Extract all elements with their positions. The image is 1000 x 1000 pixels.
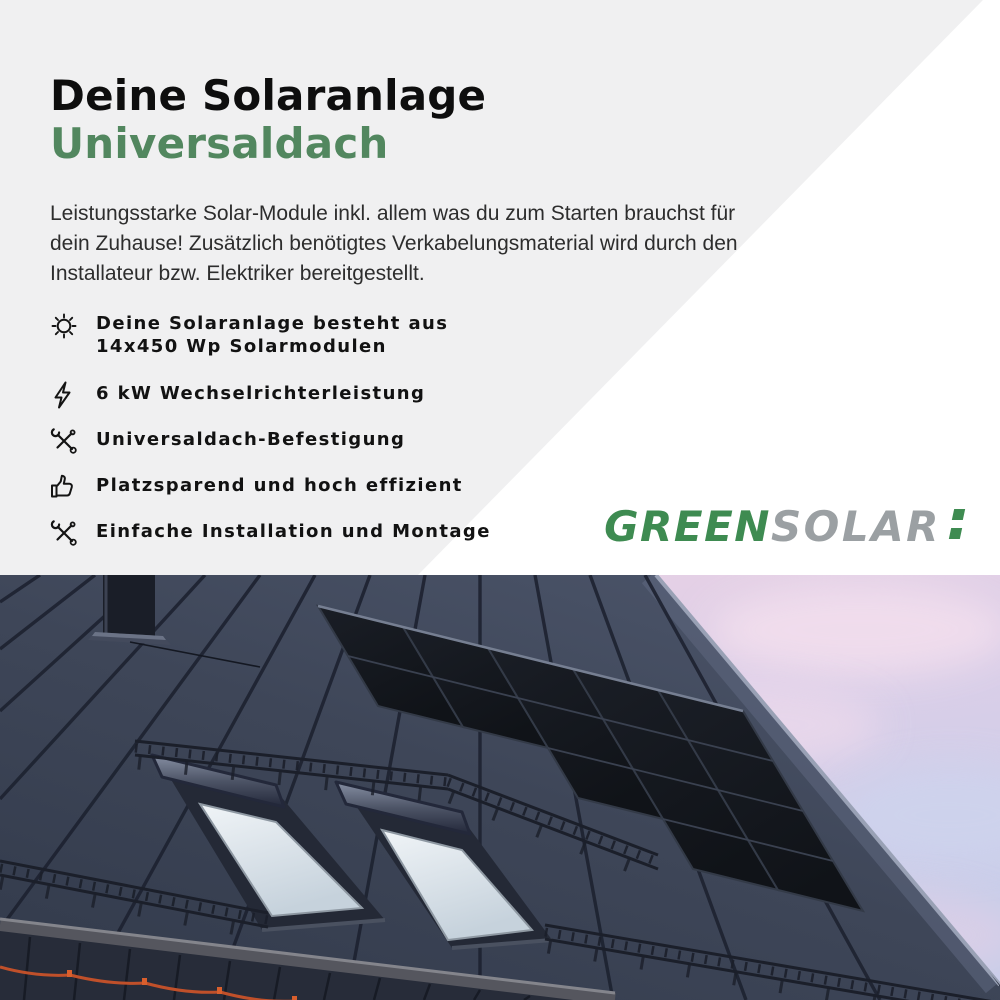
feature-item-inverter: [48, 382, 425, 411]
title-line-black: Deine Solaranlage: [50, 71, 487, 120]
feature-item-modules: [48, 312, 526, 358]
page-title: [50, 72, 486, 168]
roof-photo: [0, 575, 1000, 1000]
tools-icon: [48, 425, 80, 457]
feature-text: Einfache Installation und Montage: [96, 521, 491, 542]
greensolar-logo: [604, 502, 964, 551]
logo-gray-text: SOLAR: [770, 502, 941, 551]
feature-text: Platzsparend und hoch effizient: [96, 475, 463, 496]
logo-green-text: GREEN: [604, 502, 771, 551]
feature-text: Universaldach-Befestigung: [96, 429, 406, 450]
cloud: [710, 585, 1000, 675]
tools-icon: [48, 517, 80, 549]
feature-text: 6 kW Wechselrichterleistung: [96, 383, 426, 404]
feature-item-installation: [48, 520, 491, 549]
intro-paragraph: Leistungsstarke Solar-Module inkl. allem was du zum Starten brauchst für dein Zuhause! Zusätzlich benötigtes Verkabelungsmaterial wird durch den Installateur bzw. Elektriker bereitgestellt.: [50, 202, 738, 285]
thumbs-up-icon: [48, 471, 80, 503]
roof-photo-svg: [0, 575, 1000, 1000]
feature-item-efficiency: [48, 474, 463, 503]
sun-icon: [48, 309, 80, 341]
feature-item-mounting: [48, 428, 405, 457]
feature-text: Deine Solaranlage besteht aus 14x450 Wp Solarmodulen: [96, 313, 449, 357]
lightning-icon: [48, 379, 80, 411]
logo-colon-mark: [950, 509, 964, 539]
title-line-green: Universaldach: [50, 119, 389, 168]
